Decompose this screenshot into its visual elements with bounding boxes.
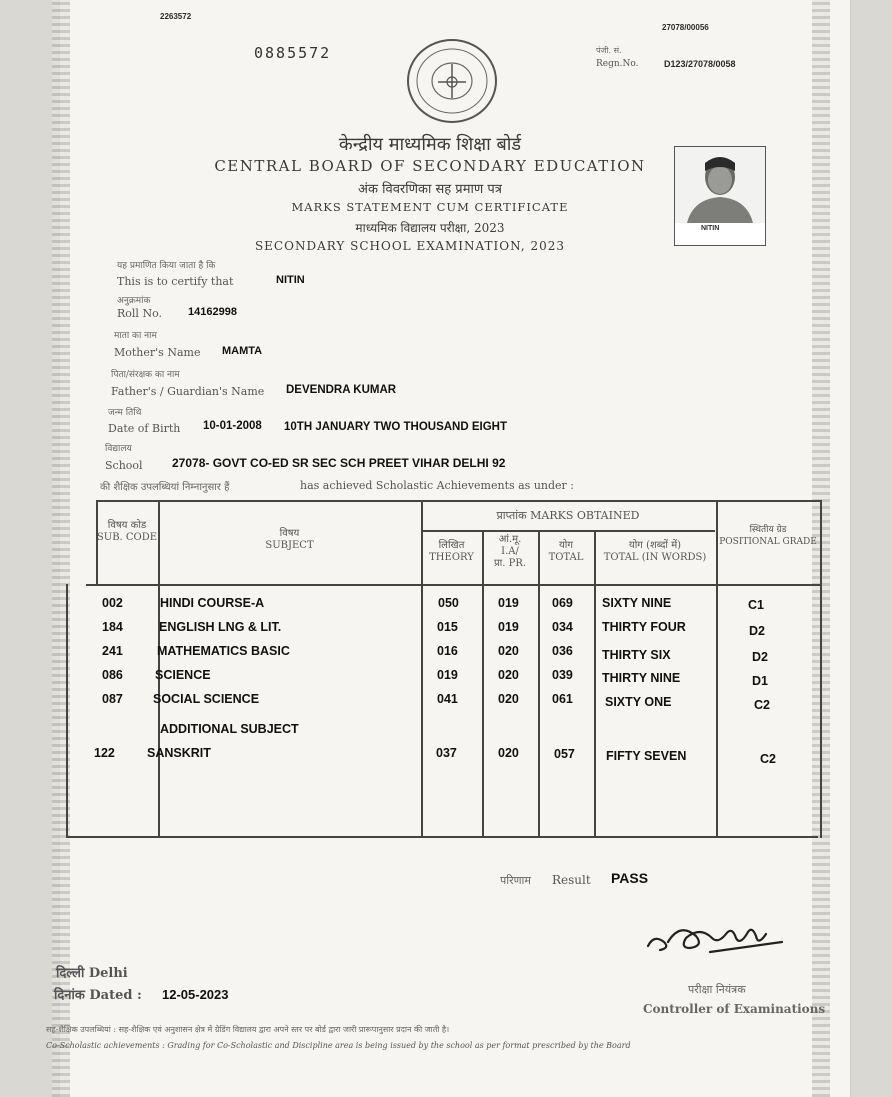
row-subject: HINDI COURSE-A — [160, 596, 265, 610]
roll-label: Roll No. — [117, 307, 162, 320]
row-total: 069 — [552, 596, 573, 610]
row-ia: 019 — [498, 596, 519, 610]
col-grade-header — [716, 524, 820, 548]
dated-label — [54, 990, 142, 1002]
row-theory: 041 — [437, 692, 458, 706]
row-total-words: SIXTY ONE — [605, 695, 672, 709]
row-subject: MATHEMATICS BASIC — [157, 644, 290, 658]
row-code: 086 — [102, 668, 123, 682]
col-code-header-hindi: विषय कोड — [107, 520, 147, 531]
row-total: 057 — [554, 747, 575, 761]
exam-title-hindi: माध्यमिक विद्यालय परीक्षा, 2023 — [355, 221, 505, 235]
row-subject: SANSKRIT — [147, 746, 211, 760]
row-total: 036 — [552, 644, 573, 658]
row-code: 241 — [102, 644, 123, 658]
row-grade: D2 — [752, 650, 768, 664]
row-total-words: FIFTY SEVEN — [606, 749, 687, 763]
row-subject: SCIENCE — [155, 668, 211, 682]
controller-label-hindi: परीक्षा नियंत्रक — [688, 983, 746, 996]
row-theory: 019 — [437, 668, 458, 682]
dob-value: 10-01-2008 — [203, 420, 262, 432]
row-ia: 020 — [498, 644, 519, 658]
col-theory-header-label: THEORY — [429, 552, 474, 563]
col-total-header-hindi: योग — [558, 540, 574, 551]
col-words-header-hindi: योग (शब्दों में) — [628, 540, 682, 551]
row-grade: C2 — [760, 752, 776, 766]
certify-label-hindi: यह प्रमाणित किया जाता है कि — [117, 261, 216, 271]
school-label: School — [105, 459, 143, 472]
regn-label-hindi: पंजी. सं. — [596, 46, 622, 55]
col-grade-header-label: POSITIONAL GRADE — [719, 537, 817, 547]
issue-date: 12-05-2023 — [162, 987, 229, 1002]
place-label — [56, 968, 128, 980]
roll-label-hindi: अनुक्रमांक — [117, 296, 151, 306]
student-name: NITIN — [276, 274, 305, 286]
col-total-header-label: TOTAL — [548, 552, 584, 563]
row-ia: 020 — [498, 668, 519, 682]
row-total-words: THIRTY NINE — [602, 671, 681, 685]
row-total-words: SIXTY NINE — [602, 596, 672, 610]
certify-label: This is to certify that — [117, 275, 234, 288]
place-english: Delhi — [88, 966, 128, 981]
table-row — [66, 596, 820, 620]
footnote: Co-Scholastic achievements : Grading for Co-Scholastic and Discipline area is being issued by the school as per format prescribed by the Board — [46, 1041, 631, 1050]
father-label: Father's / Guardian's Name — [111, 385, 265, 398]
row-theory: 015 — [437, 620, 458, 634]
place-hindi: दिल्ली — [56, 966, 85, 981]
dob-label-hindi: जन्म तिथि — [108, 408, 142, 418]
row-total: 034 — [552, 620, 573, 634]
person-photo-icon — [675, 147, 765, 223]
row-code: 184 — [102, 620, 123, 634]
school-name: 27078- GOVT CO-ED SR SEC SCH PREET VIHAR DELHI 92 — [172, 456, 506, 470]
result-label: Result — [552, 873, 591, 887]
top-ref-right: 27078/00056 — [662, 23, 709, 32]
certificate-title-hindi: अंक विवरणिका सह प्रमाण पत्र — [358, 182, 502, 197]
controller-signature — [640, 912, 790, 968]
col-code-header-label: SUB. CODE — [96, 532, 158, 543]
marks-obtained-header-label: MARKS OBTAINED — [530, 509, 640, 522]
dated-english: Dated : — [89, 988, 142, 1003]
col-ia-header-hindi: आं.मू. — [498, 534, 522, 545]
col-theory-header-hindi: लिखित — [438, 540, 465, 551]
marks-obtained-header — [421, 510, 715, 522]
mother-label: Mother's Name — [114, 346, 201, 359]
result-label-hindi: परिणाम — [500, 874, 531, 887]
row-subject: SOCIAL SCIENCE — [153, 692, 260, 706]
row-grade: D2 — [749, 624, 765, 638]
row-theory: 016 — [437, 644, 458, 658]
table-row — [66, 644, 820, 668]
additional-subject-label: ADDITIONAL SUBJECT — [160, 722, 299, 736]
achieved-text: has achieved Scholastic Achievements as under : — [300, 479, 575, 492]
photo-caption: NITIN — [701, 225, 720, 232]
row-grade: D1 — [752, 674, 768, 688]
col-subject-header-hindi: विषय — [279, 528, 300, 539]
mother-label-hindi: माता का नाम — [114, 331, 157, 341]
table-row — [66, 668, 820, 692]
col-subject-header — [158, 528, 421, 552]
board-name-hindi: केन्द्रीय माध्यमिक शिक्षा बोर्ड — [338, 134, 522, 155]
cbse-seal-emblem — [404, 36, 500, 126]
col-theory-header — [421, 540, 482, 564]
row-total-words: THIRTY SIX — [602, 648, 671, 662]
school-label-hindi: विद्यालय — [105, 444, 132, 454]
roll-number: 14162998 — [188, 306, 237, 318]
achieved-text-hindi: की शैक्षिक उपलब्धियां निम्नानुसार हैं — [100, 482, 230, 493]
col-ia-header — [482, 534, 538, 570]
mother-name: MAMTA — [222, 345, 263, 357]
table-row — [66, 692, 820, 716]
controller-label: Controller of Examinations — [643, 1002, 826, 1016]
exam-title: SECONDARY SCHOOL EXAMINATION, 2023 — [254, 239, 566, 253]
col-ia-header-pr: प्रा. PR. — [493, 558, 527, 569]
dob-words: 10TH JANUARY TWO THOUSAND EIGHT — [284, 421, 507, 433]
marks-table — [66, 500, 822, 842]
row-theory: 050 — [438, 596, 459, 610]
row-code: 087 — [102, 692, 123, 706]
footnote-hindi: सह-शैक्षिक उपलब्धियां : सह-शैक्षिक एवं अनुशासन क्षेत्र में ग्रेडिंग विद्यालय द्वारा अपने स्तर पर बोर्ड द्वारा जारी प्रारूपानुसार प्रदान की जाती है। — [46, 1025, 450, 1034]
certificate-title: MARKS STATEMENT CUM CERTIFICATE — [291, 200, 569, 214]
row-ia: 020 — [498, 746, 519, 760]
col-code-header — [96, 520, 158, 544]
row-total-words: THIRTY FOUR — [602, 620, 686, 634]
board-name: CENTRAL BOARD OF SECONDARY EDUCATION — [214, 157, 646, 175]
top-ref-left: 2263572 — [160, 12, 192, 21]
col-grade-header-hindi: स्थितीय ग्रेड — [749, 525, 787, 535]
table-row-additional — [66, 746, 820, 770]
father-label-hindi: पिता/संरक्षक का नाम — [111, 370, 180, 380]
row-total: 039 — [552, 668, 573, 682]
serial-number: 0885572 — [254, 44, 332, 62]
row-total: 061 — [552, 692, 573, 706]
row-ia: 019 — [498, 620, 519, 634]
row-grade: C1 — [748, 598, 764, 612]
col-words-header-label: TOTAL (IN WORDS) — [603, 552, 707, 563]
row-theory: 037 — [436, 746, 457, 760]
regn-number: D123/27078/0058 — [664, 59, 736, 69]
student-photo — [674, 146, 766, 246]
dob-label: Date of Birth — [108, 422, 181, 435]
result-value: PASS — [611, 870, 649, 886]
row-grade: C2 — [754, 698, 770, 712]
row-subject: ENGLISH LNG & LIT. — [159, 620, 282, 634]
col-total-header — [538, 540, 594, 564]
row-code: 002 — [102, 596, 123, 610]
col-ia-header-label: I.A/ — [501, 546, 519, 557]
table-row — [66, 620, 820, 644]
father-name: DEVENDRA KUMAR — [286, 384, 397, 396]
marks-obtained-header-hindi: प्राप्तांक — [496, 509, 527, 522]
row-code: 122 — [94, 746, 115, 760]
row-ia: 020 — [498, 692, 519, 706]
col-words-header — [594, 540, 716, 564]
dated-hindi: दिनांक — [54, 988, 85, 1003]
col-subject-header-label: SUBJECT — [265, 540, 314, 551]
regn-label: Regn.No. — [596, 59, 639, 69]
